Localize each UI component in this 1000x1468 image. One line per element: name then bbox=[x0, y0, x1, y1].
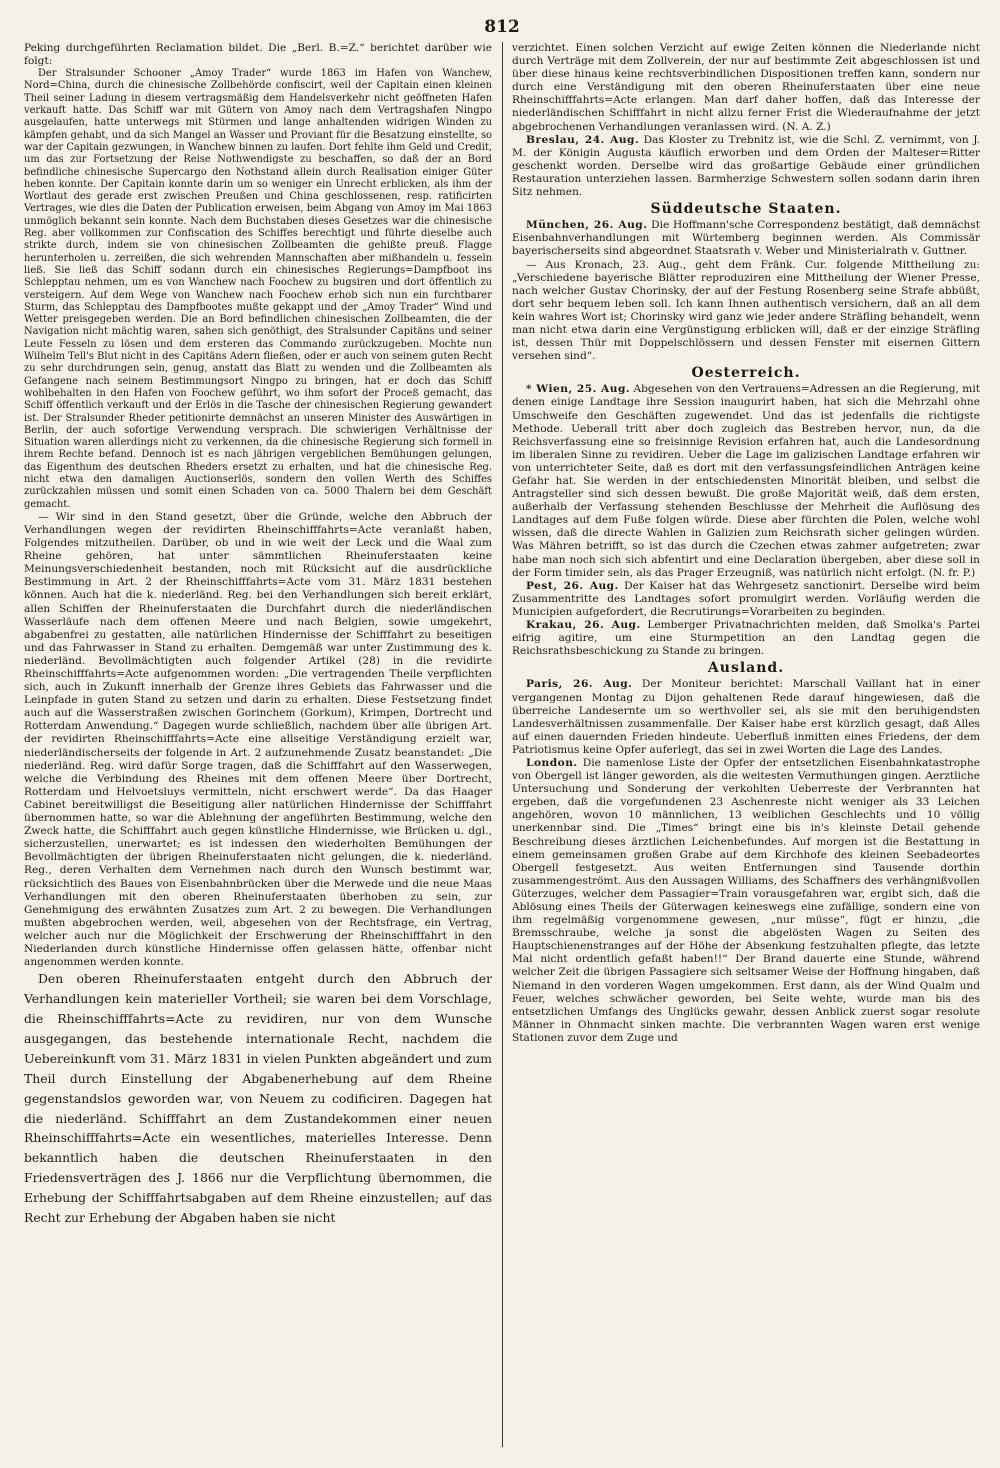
breslau-text: Das Kloster zu Trebnitz ist, wie die Schl. Z. vernimmt, von J. M. der Königin Augusta käuflich erworben und dem Orden der Malteser=Ritter geschenkt worden. Derselbe wird das großartige Gebäude einer gründlichen Restauration unterziehen lassen. Barmherzige Schwestern sollen sodann darin ihren Sitz nehmen. bbox=[512, 133, 980, 199]
krakau-report bbox=[512, 619, 980, 658]
wien-text: Abgesehen von den Vertrauens=Adressen an die Regierung, mit denen einige Landtage ihre Session inaugurirt haben, hat sich die Mehrzahl ohne Umschweife den Geschäften zugewendet. Und das ist jedenfalls die richtigste Methode. Ueberall tritt aber doch zugleich das Bestreben hervor, nun, da die Reichsverfassung eine so freisinnige Revision erfahren hat, auch die Landesordnung im liberalen Sinne zu revidiren. Ueber die Lage im galizischen Landtage erfahren wir von unterrichteter Seite, daß es dort mit den verfassungsfeindlichen Anträgen keine Gefahr hat. Sie werden in der entschiedensten Minorität bleiben, und selbst die Antragsteller sind sich dessen bewußt. Die große Majorität weiß, daß dem ersten, außerhalb der Verfassung stehenden Beschlusse der Mehrheit die Auflösung des Landtages auf dem Fuße folgen würde. Diese aber fürchten die Polen, welche wohl wissen, daß die directe Wahlen in Galizien zum Reichsrath sicher gelingen würden. Was Mähren betrifft, so ist das durch die Czechen etwas zahmer aufgetreten; zwar habe man noch sich sich abfentirt und eine Declaration übergeben, aber diese soll in der Form timider sein, als das Prager Erzeugniß, was natürlich nicht erfolgt. (N. fr. P.) bbox=[512, 383, 980, 579]
breslau-report bbox=[512, 134, 980, 199]
wien-dateline: * Wien, 25. Aug. bbox=[526, 383, 631, 396]
section-heading-sueddeutsche: Süddeutsche Staaten. bbox=[650, 201, 842, 218]
pest-dateline: Pest, 26. Aug. bbox=[526, 579, 619, 592]
london-text: Die namenlose Liste der Opfer der entsetzlichen Eisenbahnkatastrophe von Obergell ist länger geworden, als die weitesten Vermuthungen gingen. Aerztliche Untersuchung und Sonderung der verkohlten Ueberreste der Verbrannten hat ergeben, daß die vorgefundenen 23 Aschenreste nicht weniger als 33 Leichen angehören, wovon 10 männlichen, 13 weiblichen Geschlechts und 10 völlig unerkennbar sind. Die „Times“ bringt eine bis in's kleinste Detail gehende Beschreibung dieses ärztlichen Leichenbefundes. Auf morgen ist die Bestattung in einem gemeinsamen großen Grabe auf dem Kirchhofe des kleinen Seebadeortes Obergell festgesetzt. Aus weiten Entfernungen sind Tausende dorthin zusammengeströmt. Aus den Aussagen Williams, des Schaffners des verhängnißvollen Güterzuges, welcher dem Passagier=Train vorausgefahren war, ergibt sich, daß die Ablösung eines Theils der Güterwagen keineswegs eine zufällige, sondern eine von ihm regelmäßig vorgenommene gewesen, „nur müsse“, fügt er hinzu, „die Bremsschraube, welche ja sonst die abgelösten Wagen zu Seiten des Hauptschienenstranges auf der Höhe der Absenkung festzuhalten pflegte, das letzte Mal nicht ordentlich gefaßt haben!!“ Der Brand dauerte eine Stunde, während welcher Zeit die übrigen Passagiere sich seltsamer Weise der Hoffnung hingaben, daß Niemand in den vorderen Wagen umgekommen. Erst dann, als der Wind Qualm und Feuer, welches schwächer geworden, bei Seite wehte, wurde man bis des entsetzlichen Umfangs des Unglücks gewahr, dessen Anblick zuerst sogar resolute Männer in Ohnmacht sinken machte. Die verbrannten Wagen waren erst wenige Stationen zuvor dem Zuge und bbox=[512, 756, 980, 1044]
krakau-text: Lemberger Privatnachrichten melden, daß Smolka's Partei eifrig agitire, um eine Sturmpetition an den Landtag gegen die Reichsrathsbeschickung zu Stande zu bringen. bbox=[512, 619, 980, 658]
left-column bbox=[24, 42, 492, 1447]
article-continuation: Peking durchgeführten Reclamation bildet. Die „Berl. B.=Z.“ berichtet darüber wie folgt: bbox=[24, 42, 492, 68]
krakau-dateline: Krakau, 26. Aug. bbox=[526, 619, 641, 632]
pest-text: Der Kaiser hat das Wehrgesetz sanctionirt. Derselbe wird beim Zusammentritte des Landtages sofort promulgirt werden. Vorläufig werden die Municipien aufgefordert, die Recrutirungs=Vorarbeiten zu beginden. bbox=[512, 579, 980, 618]
wien-report bbox=[512, 383, 980, 579]
rhine-shipping-article-end: verzichtet. Einen solchen Verzicht auf ewige Zeiten können die Niederlande nicht durch Verträge mit dem Zollverein, der nur auf bestimmte Zeit abgeschlossen ist und über diese hinaus keine rechtsverbindlichen Dispositionen treffen kann, sondern nur durch eine Verständigung mit den oberen Rheinuferstaaten über eine neue Rheinschifffahrts=Acte erlangen. Man darf daher hoffen, daß das Interesse der niederländischen Schifffahrt in nicht allzu ferner Frist die Wiederaufnahme der jetzt abgebrochenen Verhandlungen veranlassen wird. (N. A. Z.) bbox=[512, 42, 980, 133]
muenchen-report bbox=[512, 219, 980, 258]
london-report bbox=[512, 757, 980, 1045]
muenchen-text: Die Hoffmann'sche Correspondenz bestätigt, daß demnächst Eisenbahnverhandlungen mit Würtemberg beginnen werden. Als Commissär bayerischerseits sind abgeordnet Staatsrath v. Weber und Ministerialrath v. Guttner. bbox=[512, 219, 980, 258]
paris-dateline: Paris, 26. Aug. bbox=[526, 678, 633, 691]
london-dateline: London. bbox=[526, 756, 578, 769]
rhine-shipping-article: — Wir sind in den Stand gesetzt, über die Gründe, welche den Abbruch der Verhandlungen wegen der revidirten Rheinschifffahrts=Acte veranlaßt haben, Folgendes mitzutheilen. Darüber, ob und in wie weit der Leck und die Waal zum Rheine gehören, hat unter sämmtlichen Rheinuferstaaten keine Meinungsverschiedenheit bestanden, noch mit Rücksicht auf die ausdrückliche Bestimmung in Art. 2 der Rheinschifffahrts=Acte vom 31. März 1831 bestehen können. Auch hat die k. niederländ. Reg. bei den Verhandlungen sich bereit erklärt, allen Schiffen der Rheinuferstaaten die Durchfahrt durch die niederländischen Wasserläufe nach dem offenen Meere und nach Belgien, sowie umgekehrt, abgabenfrei zu gestatten, alle natürlichen Hindernisse der Schifffahrt zu beseitigen und das Fahrwasser in Stand zu erhalten. Demgemäß war unter Zustimmung des k. niederländ. Bevollmächtigten auch folgender Artikel (28) in die revidirte Rheinschifffahrts=Acte aufgenommen worden: „Die vertragenden Theile verpflichten sich, auch in Zukunft innerhalb der Grenze ihres Gebiets das Fahrwasser und die Leinpfade in guten Stand zu setzen und darin zu erhalten. Diese Festsetzung findet auch auf die Wasserstraßen zwischen Gorinchem (Gorkum), Krimpen, Dortrecht und Rotterdam Anwendung.“ Dagegen wurde schließlich, nachdem über alle übrigen Art. der revidirten Rheinschifffahrts=Acte eine allseitige Verständigung erzielt war, niederländischerseits der folgende in Art. 2 aufzunehmende Zusatz beanstandet: „Die niederländ. Reg. wird dafür Sorge tragen, daß die Schifffahrt auf den Wasserwegen, welche die Verbindung des Rheines mit dem offenen Meere über Dortrecht, Rotterdam und Helvoetsluys vermitteln, nicht erschwert werde“. Da das Haager Cabinet bereitwilligst die Beseitigung aller natürlichen Hindernisse der Schifffahrt übernommen hatte, so war die Ablehnung der angeführten Bestimmung, welche den Zweck hatte, die Schifffahrt auch gegen künstliche Hindernisse, wie Brücken u. dgl., sicherzustellen, unerwartet; es ist indessen den wiederholten Bemühungen der Bevollmächtigten der übrigen Rheinuferstaaten nicht gelungen, die k. niederländ. Reg., deren Verhalten dem Vernehmen nach durch den Wunsch bestimmt war, rücksichtlich des Baues von Eisenbahnbrücken über die Merwede und die neue Maas Verhandlungen mit den oberen Rheinuferstaaten überhoben zu sein, zur Genehmigung des erwähnten Zusatzes zum Art. 2 zu bewegen. Die Verhandlungen mußten abgebrochen werden, weil, abgesehen von der Rechtsfrage, ein Vertrag, welcher auch nur die Möglichkeit der Erschwerung der Rheinschifffahrt in den Niederlanden durch künstliche Hindernisse offen gelassen hätte, offenbar nicht angenommen werden konnte. bbox=[24, 510, 492, 969]
pest-report bbox=[512, 580, 980, 619]
muenchen-dateline: München, 26. Aug. bbox=[526, 219, 648, 232]
rhine-shipping-article-cont: Den oberen Rheinuferstaaten entgeht durch den Abbruch der Verhandlungen kein materieller Vortheil; sie waren bei dem Vorschlage, die Rheinschifffahrts=Acte zu revidiren, nur von dem Wunsche ausgegangen, das bestehende internationale Recht, nachdem die Uebereinkunft vom 31. März 1831 in vielen Punkten abgeändert und zum Theil durch Einstellung der Abgabenerhebung auf dem Rheine gegenstandslos geworden war, von Neuem zu codificiren. Dagegen hat die niederländ. Schifffahrt an dem Zustandekommen einer neuen Rheinschifffahrts=Acte ein wesentliches, materielles Interesse. Denn bekanntlich haben die deutschen Rheinuferstaaten in den Friedensverträgen des J. 1866 nur die Verpflichtung übernommen, die Erhebung der Schifffahrtsabgaben auf dem Rheine einzustellen; auf das Recht zur Erhebung der Abgaben haben sie nicht bbox=[24, 971, 492, 1226]
paris-text: Der Moniteur berichtet: Marschall Vaillant hat in einer vergangenen Montag zu Dijon gehaltenen Rede darauf hingewiesen, daß die überreiche Landesernte um so werthvoller sei, als sie mit den beruhigendsten Landesverhältnissen zusammenfalle. Der Kaiser habe erst kürzlich gesagt, daß Alles auf einen dauernden Frieden hindeute. Ueberfluß inmitten eines Friedens, der dem Patriotismus keine Opfer auferlegt, das sei in zwei Worten die Lage des Landes. bbox=[512, 678, 980, 756]
breslau-dateline: Breslau, 24. Aug. bbox=[526, 133, 640, 146]
columns bbox=[24, 42, 980, 1447]
paris-report bbox=[512, 678, 980, 757]
page-number: 812 bbox=[484, 17, 520, 37]
column-rule bbox=[502, 42, 503, 1447]
section-heading-ausland: Ausland. bbox=[707, 660, 785, 677]
amoy-trader-report: Der Stralsunder Schooner „Amoy Trader“ wurde 1863 im Hafen von Wanchew, Nord=China, durch die chinesische Zollbehörde confiscirt, weil der Capitain einen kleinen Theil seiner Ladung in diesem vertragsmäßig dem Handelsverkehr nicht geöffneten Hafen verkauft hatte. Das Schiff war mit Gütern von Amoy nach dem Vertragshafen Ningpo ausgelaufen, hatte unterwegs mit Stürmen und lange anhaltenden widrigen Winden zu kämpfen gehabt, und da sich Mangel an Wasser und Proviant für die Besatzung einstellte, so war der Capitain gezwungen, in Wanchew binnen zu laufen. Dort fehlte ihm Geld und Credit, um das zur Fortsetzung der Reise Nothwendigste zu beschaffen, so daß der an Bord befindliche chinesische Supercargo den Nothstand allein durch Realisation einiger Güter heben konnte. Der Capitain konnte darin um so weniger ein Unrecht erblicken, als ihm der Wortlaut des gerade erst zwischen Preußen und China geschlossenen, resp. ratificirten Vertrages, wie dies die Daten der Publication erweisen, beim Abgang von Amoy im Mai 1863 unmöglich bekannt sein konnte. Nach dem Buchstaben dieses Gesetzes war die chinesische Reg. aber vollkommen zur Confiscation des Schiffes berechtigt und führte dieselbe auch strikte durch, indem sie von chinesischen Zollbeamten die gehißte preuß. Flagge herunterholen u. zerreißen, die sich wehrenden Mannschaften aber mißhandeln u. fesseln ließ. Sie ließ das Schiff sodann durch ein chinesisches Regierungs=Dampfboot ins Schlepptau nehmen, um es von Wanchew nach Foochew zu bugsiren und dort öffentlich zu versteigern. Auf dem Wege von Wanchew nach Foochew erhob sich nun ein furchtbarer Sturm, das Schlepptau des Dampfbootes mußte gekappt und der „Amoy Trader“ Wind und Wetter preisgegeben werden. Die an Bord befindlichen chinesischen Zollbeamten, die der Navigation nicht mächtig waren, sahen sich genöthigt, des Stralsunder Capitäns und seiner Leute Fesseln zu lösen und dem ersteren das Commando zurückzugeben. Mochte nun Wilhelm Tell's Blut nicht in des Capitäns Adern fließen, oder er auch von seinem guten Recht zu sehr durchdrungen sein, genug, anstatt das Blatt zu wenden und die Zollbeamten als Gefangene nach seinem Bestimmungsort Ningpo zu bringen, hat er doch das Schiff wohlbehalten in den Hafen von Foochew geführt, wo ihm sofort der Proceß gemacht, das Schiff öffentlich verkauft und der Erlös in die Tasche der chinesischen Regierung gewandert ist. Der Stralsunder Rheder petitionirte demnächst an unseren Minister des Auswärtigen in Berlin, der auch sofortige Verwendung versprach. Die schwierigen Verhältnisse der Situation waren allerdings nicht zu verkennen, da die chinesische Regierung sich formell in ihrem Rechte befand. Dennoch ist es nach jährigen vergeblichen Bemühungen gelungen, das Eigenthum des deutschen Rheders ersetzt zu erhalten, und hat die chinesische Reg. nicht etwa den damaligen Auctionserlös, sondern den vollen Werth des Schiffes zurückzahlen müssen und somit einen Schaden von ca. 5000 Thalern bei dem Geschäft gemacht. bbox=[24, 68, 492, 510]
section-heading-oesterreich: Oesterreich. bbox=[691, 365, 801, 382]
kronach-report: — Aus Kronach, 23. Aug., geht dem Fränk. Cur. folgende Mittheilung zu: „Verschiedene bayerische Blätter reproduziren eine Mittheilung der Wiener Presse, nach welcher Gustav Chorinsky, der auf der Festung Rosenberg seine Strafe abbüßt, dort sehr bequem leben soll. Ich kann Ihnen authentisch versichern, daß an all dem kein wahres Wort ist; Chorinsky wird ganz wie jeder andere Sträfling behandelt, wenn man nicht etwa darin eine Vergünstigung erblicken will, daß er der einzige Sträfling ist, dessen Thür mit Doppelschlössern und dessen Fenster mit eisernen Gittern versehen sind“. bbox=[512, 258, 980, 363]
right-column bbox=[512, 42, 980, 1447]
